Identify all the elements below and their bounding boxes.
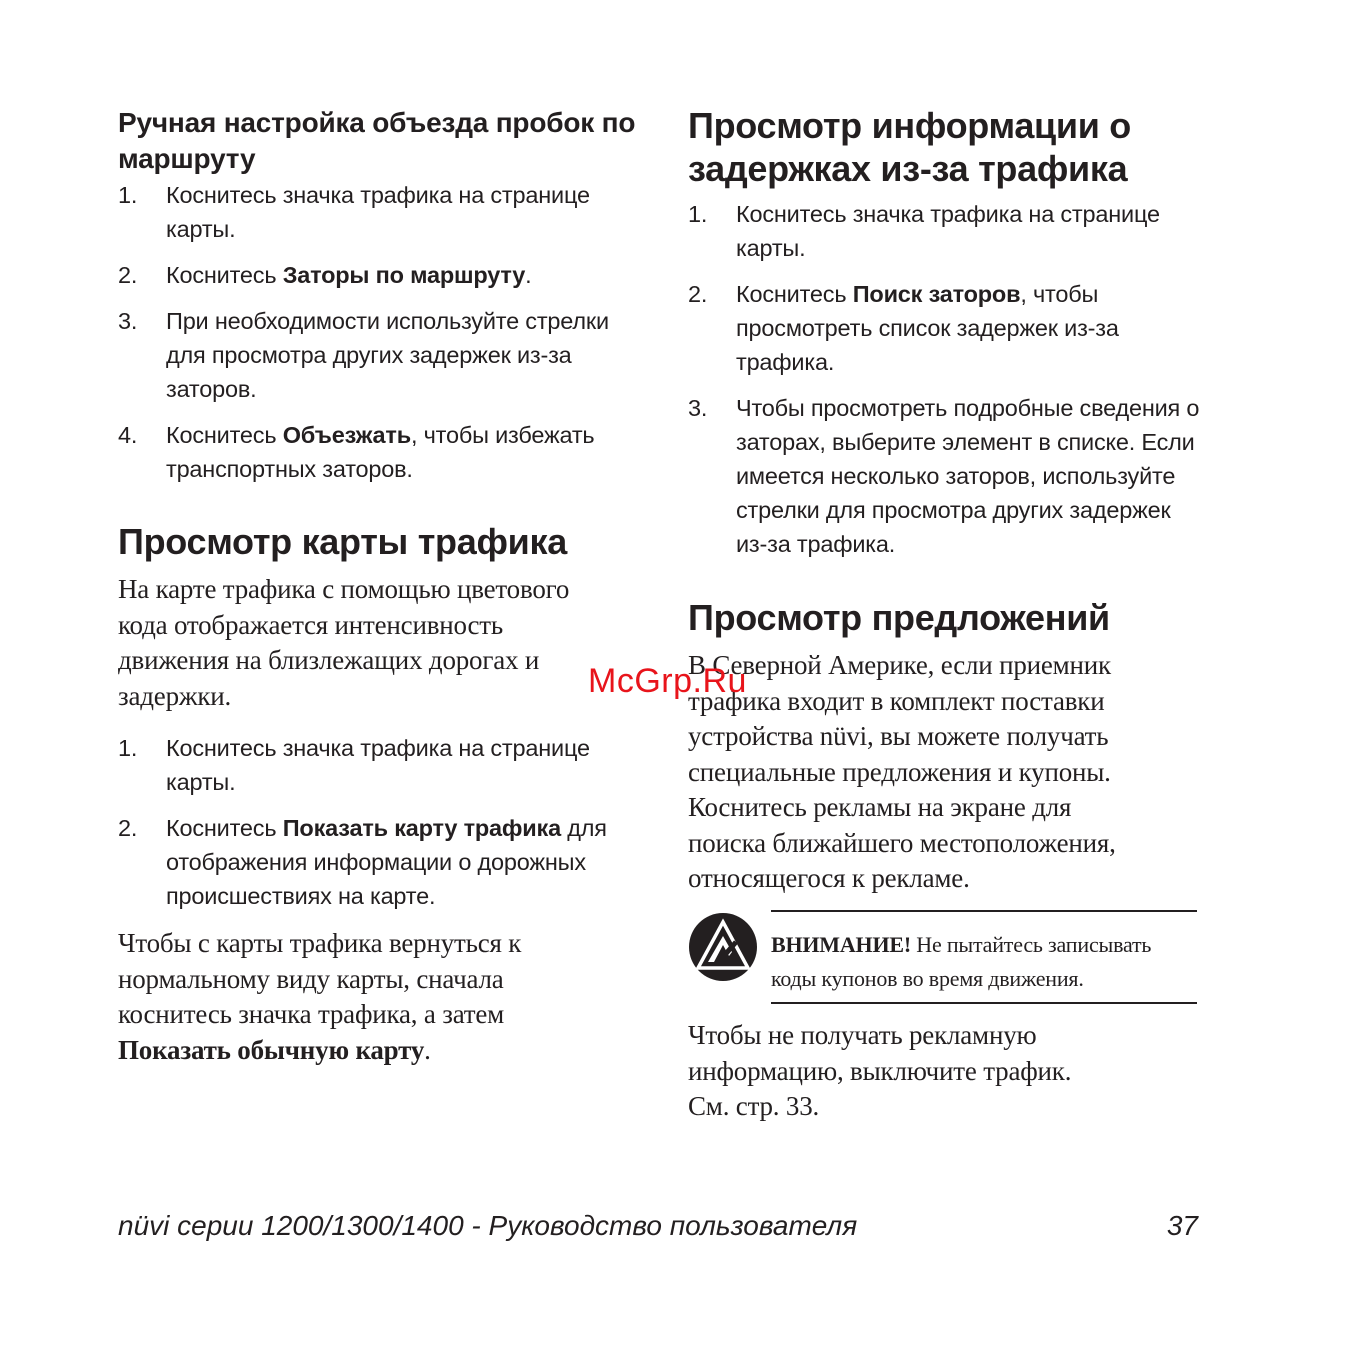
steps-manual-detour: [118, 178, 638, 498]
step-text: Коснитесь: [166, 422, 283, 448]
warning-text: ВНИМАНИЕ! Не пытайтесь записывать коды купонов во время движения.: [771, 910, 1197, 1004]
steps-traffic-delays: [688, 197, 1200, 573]
step-text-after: , чтобы избежать транспортных заторов.: [166, 422, 595, 482]
manual-detour-step: [118, 258, 638, 292]
watermark: McGrp.Ru: [588, 662, 747, 700]
traffic-map-outro: Чтобы с карты трафика вернуться к нормальному виду карты, сначала коснитесь значка трафика, а затем Показать обычную карту.: [118, 928, 522, 1065]
manual-detour-step: [118, 178, 638, 246]
traffic-map-step: [118, 811, 638, 913]
step-text-after: для отображения информации о дорожных происшествиях на карте.: [166, 815, 607, 909]
step-text: Коснитесь: [736, 281, 853, 307]
step-text: Коснитесь: [166, 262, 283, 288]
offers-outro: Чтобы не получать рекламную информацию, выключите трафик. См. стр. 33.: [688, 1020, 1072, 1121]
section-title-traffic-map: Просмотр карты трафика: [118, 521, 567, 562]
step-command: Поиск заторов: [852, 281, 1021, 307]
page-number: 37: [1166, 1210, 1198, 1241]
step-command: Заторы по маршруту: [282, 262, 526, 288]
steps-traffic-map: [118, 731, 638, 925]
step-number: 3.: [118, 308, 138, 334]
section-title-offers: Просмотр предложений: [688, 597, 1110, 638]
section-title-manual-detour: Ручная настройка объезда пробок по маршруту: [118, 107, 636, 174]
step-command: Объезжать: [282, 422, 411, 448]
step-text: Коснитесь значка трафика на странице карты.: [166, 735, 590, 795]
offers-text: В Северной Америке, если приемник трафика входит в комплект поставки устройства nüvi, вы можете получать специальные предложения и купоны. Коснитесь рекламы на экране для поиска ближайшего местоположения, относящегося к рекламе.: [688, 650, 1116, 893]
step-text: Коснитесь: [166, 815, 283, 841]
step-text: Чтобы просмотреть подробные сведения о заторах, выберите элемент в списке. Если имеется несколько заторов, используйте стрелки для просмотра других задержек из-за трафика.: [736, 395, 1200, 557]
step-number: 3.: [688, 395, 708, 421]
step-number: 1.: [118, 182, 138, 208]
section-title-traffic-delays: Просмотр информации о задержках из-за трафика: [688, 105, 1131, 189]
manual-detour-step: [118, 304, 638, 406]
step-command: Показать карту трафика: [282, 815, 561, 841]
traffic-map-intro: На карте трафика с помощью цветового кода отображается интенсивность движения на близлежащих дорогах и задержки.: [118, 574, 570, 711]
step-text-after: , чтобы просмотреть список задержек из-за трафика.: [736, 281, 1119, 375]
step-number: 1.: [688, 201, 708, 227]
step-text-after: .: [525, 262, 532, 288]
step-number: 4.: [118, 422, 138, 448]
step-number: 1.: [118, 735, 138, 761]
step-text: Коснитесь значка трафика на странице карты.: [736, 201, 1160, 261]
step-number: 2.: [118, 262, 138, 288]
page-footer: [118, 1206, 1200, 1246]
manual-detour-step: [118, 418, 638, 486]
traffic-delays-step: [688, 197, 1200, 265]
step-number: 2.: [118, 815, 138, 841]
traffic-delays-step: [688, 277, 1200, 379]
step-text: При необходимости используйте стрелки для просмотра других задержек из-за заторов.: [166, 308, 609, 402]
warning-callout: [688, 910, 1198, 1000]
warning-triangle-icon: [688, 912, 758, 982]
traffic-delays-step: [688, 391, 1200, 561]
footer-title: nüvi серии 1200/1300/1400 - Руководство пользователя: [118, 1210, 858, 1241]
step-text: Коснитесь значка трафика на странице карты.: [166, 182, 590, 242]
step-number: 2.: [688, 281, 708, 307]
traffic-map-step: [118, 731, 638, 799]
